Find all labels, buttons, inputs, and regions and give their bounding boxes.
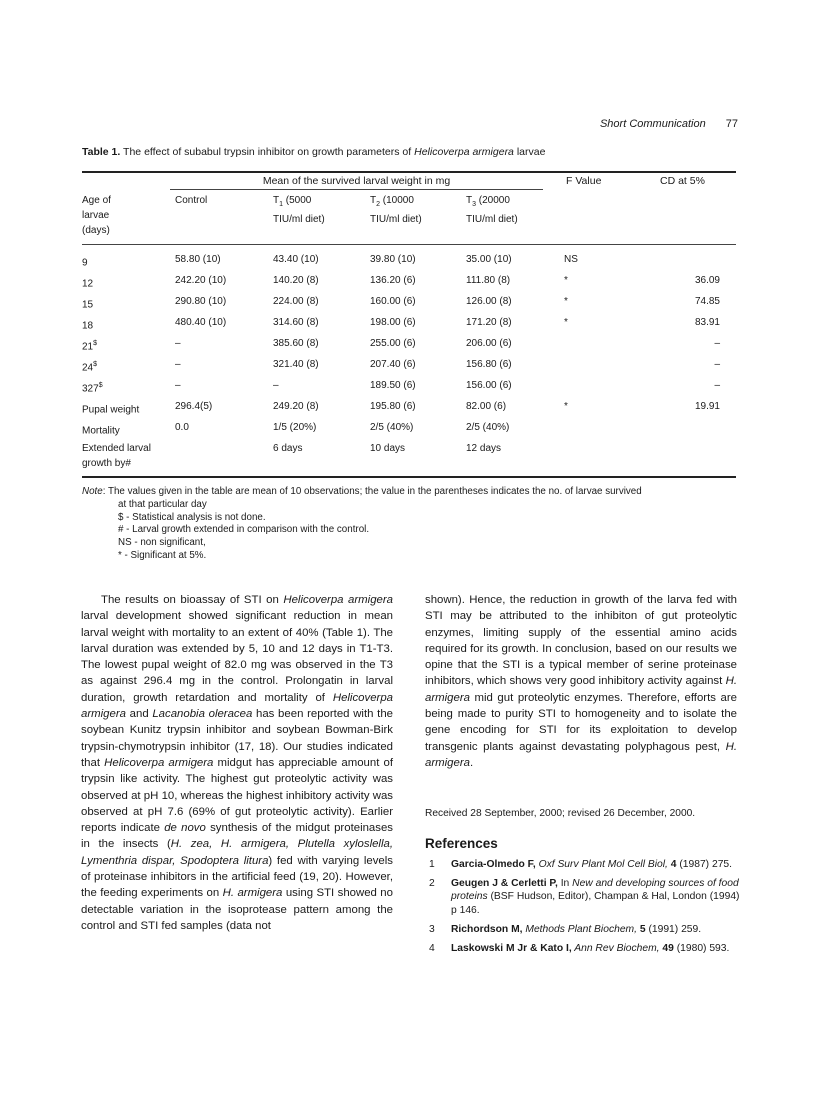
cd-cell: 36.09 — [694, 275, 720, 286]
reference-rest: (1980) 593. — [673, 943, 730, 955]
t2-cell: 189.50 (6) — [370, 380, 416, 391]
t3-letter: T — [466, 195, 473, 206]
t1-dose: (5000 — [283, 195, 312, 206]
age-cell: 15 — [82, 299, 94, 311]
control-cell: 290.80 (10) — [175, 296, 227, 307]
t1-letter: T — [273, 195, 280, 206]
age-cell-line: growth by# — [82, 458, 131, 469]
reference-journal: Oxf Surv Plant Mol Cell Biol, — [535, 859, 668, 870]
table-row — [0, 336, 816, 356]
reference-journal: New and developing sources of food proteins — [451, 878, 739, 903]
body-paragraph: shown). Hence, the reduction in growth of the larva fed with STI may be attributed to the inhibiton of gut proteolytic enzymes, limiting supply of the essential amino acids required for its growth. In conclusion, based on our results we opine that the STI is a typical member of serine proteinase inhibitors, which shows very good inhibitory activity against H. armigera mid gut proteolytic enzymes. Therefore, efforts are being made to purity STI to homogeneity and to isolate the gene encoding for STI for its exploitation to develop transgenic plants against devastating polyphagous pest, H. armigera. — [425, 594, 737, 769]
t2-cell: 195.80 (6) — [370, 401, 416, 412]
t2-cell: 207.40 (6) — [370, 359, 416, 370]
age-header-line: larvae — [82, 210, 110, 221]
table-caption-tail: larvae — [513, 146, 546, 158]
f-value-cell: * — [564, 401, 568, 412]
t1-cell: 43.40 (10) — [273, 254, 319, 265]
age-cell: 327$ — [82, 382, 103, 395]
t3-cell: 156.00 (6) — [466, 380, 512, 391]
t2-dose: (10000 — [380, 195, 414, 206]
body-left-column — [81, 592, 393, 934]
note-label: Note — [82, 486, 103, 497]
age-superscript: $ — [93, 340, 98, 347]
t2-cell: 160.00 (6) — [370, 296, 416, 307]
control-column-header: Control — [175, 195, 208, 206]
t2-cell: 2/5 (40%) — [370, 422, 414, 433]
control-cell: 296.4(5) — [175, 401, 213, 412]
reference-item — [425, 877, 743, 917]
t3-cell: 82.00 (6) — [466, 401, 507, 412]
reference-item — [425, 858, 743, 871]
t3-cell: 171.20 (8) — [466, 317, 512, 328]
reference-item — [425, 942, 743, 955]
reference-number: 4 — [429, 943, 435, 955]
reference-rest: (1991) 259. — [645, 923, 702, 935]
cd-cell: – — [714, 359, 720, 370]
t3-column-header — [466, 193, 518, 227]
t2-cell: 10 days — [370, 443, 406, 454]
references-list — [425, 858, 743, 961]
reference-item — [425, 923, 743, 936]
reference-number: 3 — [429, 923, 435, 935]
table-top-rule — [82, 171, 736, 173]
t2-column-header — [370, 193, 422, 227]
table-caption — [82, 146, 742, 158]
body-right-column — [425, 592, 737, 771]
cd-cell: 19.91 — [694, 401, 720, 412]
f-value-cell: * — [564, 296, 568, 307]
age-column-header — [82, 193, 111, 238]
age-cell: 9 — [82, 257, 88, 269]
reference-rest: (BSF Hudson, Editor), Champan & Hal, London (1994) p 146. — [451, 891, 740, 916]
cd-cell: – — [714, 338, 720, 349]
age-cell — [82, 441, 151, 471]
running-header — [560, 118, 738, 130]
reference-journal: Ann Rev Biochem, — [571, 943, 660, 955]
t2-cell: 39.80 (10) — [370, 254, 416, 265]
f-value-cell: NS — [564, 254, 578, 265]
t2-unit: TIU/ml diet) — [370, 214, 422, 225]
table-group-header: Mean of the survived larval weight in mg — [262, 175, 451, 187]
reference-volume: 5 — [636, 923, 646, 935]
t1-cell: 1/5 (20%) — [273, 422, 317, 433]
t3-dose: (20000 — [476, 195, 510, 206]
age-header-line: (days) — [82, 225, 110, 236]
t3-cell: 12 days — [466, 443, 502, 454]
t1-cell: 314.60 (8) — [273, 317, 319, 328]
table-caption-species: Helicoverpa armigera — [414, 146, 514, 158]
table-caption-text: The effect of subabul trypsin inhibitor on growth parameters of — [120, 146, 415, 158]
t1-column-header — [273, 193, 325, 227]
note-line: * - Significant at 5%. — [118, 549, 207, 561]
age-cell: 24$ — [82, 361, 98, 374]
table-group-rule — [170, 189, 543, 190]
t3-cell: 206.00 (6) — [466, 338, 512, 349]
control-cell: 58.80 (10) — [175, 254, 221, 265]
control-cell: 0.0 — [175, 422, 189, 433]
age-cell: 21$ — [82, 340, 98, 353]
t2-letter: T — [370, 195, 377, 206]
t3-cell: 111.80 (8) — [466, 275, 511, 286]
t1-cell: 224.00 (8) — [273, 296, 319, 307]
f-value-cell: * — [564, 275, 568, 286]
control-cell: – — [175, 338, 181, 349]
reference-authors: Geugen J & Cerletti P, — [451, 878, 558, 890]
table-row — [0, 420, 816, 440]
table-header-rule — [82, 244, 736, 245]
reference-number: 1 — [429, 859, 435, 870]
cd-cell: – — [714, 380, 720, 391]
note-line: NS - non significant, — [118, 537, 206, 549]
table-row — [0, 252, 816, 272]
table-row — [0, 273, 816, 293]
references-heading: References — [425, 836, 498, 851]
t1-unit: TIU/ml diet) — [273, 214, 325, 225]
t1-cell: – — [273, 380, 279, 391]
table-row — [0, 378, 816, 398]
t3-unit: TIU/ml diet) — [466, 214, 518, 225]
reference-authors: Richordson M, — [451, 923, 523, 935]
t2-cell: 198.00 (6) — [370, 317, 416, 328]
body-paragraph: The results on bioassay of STI on Helicoverpa armigera larval development showed significant reduction in mean larval weight with mortality to an extent of 40% (Table 1). The larval duration was extended by 5, 10 and 12 days in T1-T3. The lowest pupal weight of 82.0 mg was observed in the T3 as against 296.4 mg in the control. Prolongatin in larval duration, growth retardation and mortality of Helicoverpa armigera and Lacanobia oleracea has been reported with the soybean Kunitz trypsin inhibitor and soybean Bowman-Birk trypsin-chymotrypsin inhibitor (17, 18). Our studies indicated that Helicoverpa armigera midgut has appreciable amount of trypsin like activity. The highest gut proteolytic activity was observed at pH 10, whereas the highest inhibitory activity was observed at pH 7.6 (69% of gut proteolytic activity). Earlier reports indicate de novo synthesis of the midgut proteinases in the insects (H. zea, H. armigera, Plutella xyloslella, Lymenthria dispar, Spodoptera litura) fed with varying levels of proteinase inhibitors in the artificial feed (19, 20). However, the feeding experiments on H. armigera using STI showed no detectable variation in the isoprotease pattern among the control and STI fed samples (data not — [81, 594, 393, 932]
table-caption-label: Table 1. — [82, 146, 121, 158]
note-first-line: : The values given in the table are mean of 10 observations; the value in the parentheses indicates the no. of larvae survived — [102, 486, 642, 497]
table-row — [0, 315, 816, 335]
age-header-line: Age of — [82, 195, 111, 206]
received-dates: Received 28 September, 2000; revised 26 December, 2000. — [425, 808, 696, 819]
cd-cell: 74.85 — [694, 296, 720, 307]
t1-cell: 140.20 (8) — [273, 275, 319, 286]
age-cell: Mortality — [82, 425, 120, 437]
t1-cell: 321.40 (8) — [273, 359, 319, 370]
age-cell: Pupal weight — [82, 404, 140, 416]
t2-cell: 255.00 (6) — [370, 338, 416, 349]
control-cell: 242.20 (10) — [175, 275, 227, 286]
page-number: 77 — [725, 118, 738, 130]
running-header-section: Short Communication — [599, 118, 706, 130]
t3-cell: 35.00 (10) — [466, 254, 512, 265]
age-cell: 18 — [82, 320, 94, 332]
age-superscript: $ — [98, 382, 103, 389]
f-value-header: F Value — [566, 175, 602, 187]
t2-cell: 136.20 (6) — [370, 275, 416, 286]
reference-volume: 4 — [667, 859, 677, 870]
t3-cell: 156.80 (6) — [466, 359, 512, 370]
table-note — [82, 486, 742, 563]
note-line: # - Larval growth extended in comparison with the control. — [118, 524, 370, 536]
t3-cell: 126.00 (8) — [466, 296, 512, 307]
t3-cell: 2/5 (40%) — [466, 422, 510, 433]
table-bottom-rule — [82, 476, 736, 478]
f-value-cell: * — [564, 317, 568, 328]
t1-cell: 385.60 (8) — [273, 338, 319, 349]
table-row — [0, 357, 816, 377]
reference-journal: Methods Plant Biochem, — [522, 923, 637, 935]
t3-subscript: 3 — [472, 201, 477, 208]
age-cell: 12 — [82, 278, 94, 290]
age-superscript: $ — [93, 361, 98, 368]
t1-cell: 6 days — [273, 443, 303, 454]
age-cell-line: Extended larval — [82, 443, 151, 454]
reference-rest: (1987) 275. — [676, 859, 733, 870]
note-line: at that particular day — [118, 498, 207, 510]
control-cell: – — [175, 380, 181, 391]
reference-prefix: In — [557, 878, 573, 890]
t1-subscript: 1 — [279, 201, 284, 208]
cd-header: CD at 5% — [660, 175, 705, 187]
reference-volume: 49 — [659, 943, 674, 955]
reference-authors: Garcia-Olmedo F, — [451, 859, 536, 870]
table-row — [0, 399, 816, 419]
control-cell: – — [175, 359, 181, 370]
note-line: $ - Statistical analysis is not done. — [118, 511, 266, 523]
table-row — [0, 441, 816, 469]
reference-number: 2 — [429, 878, 435, 890]
control-cell: 480.40 (10) — [175, 317, 227, 328]
reference-authors: Laskowski M Jr & Kato I, — [451, 943, 572, 955]
table-row — [0, 294, 816, 314]
t1-cell: 249.20 (8) — [273, 401, 319, 412]
t2-subscript: 2 — [376, 201, 381, 208]
cd-cell: 83.91 — [694, 317, 720, 328]
